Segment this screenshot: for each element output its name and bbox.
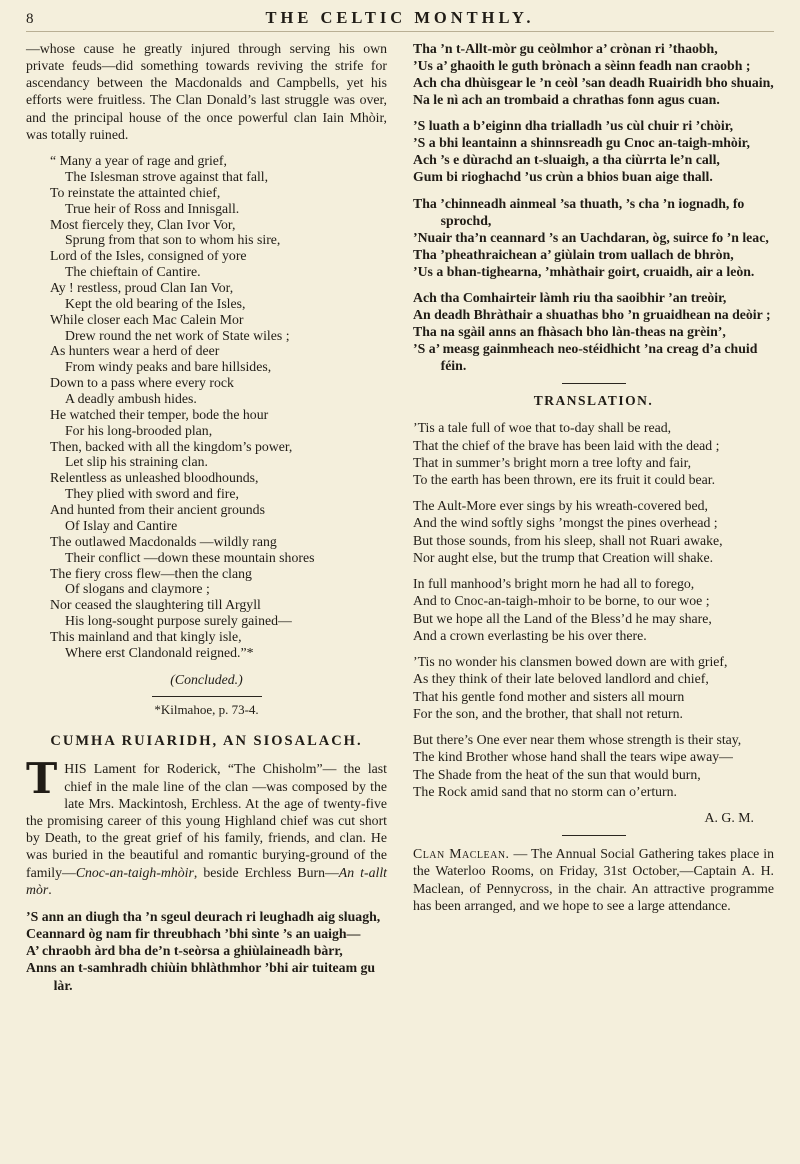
verse-line: Tha ’pheathraichean a’ giùlain trom uallach de bhròn, [413,246,734,262]
footnote: *Kilmahoe, p. 73-4. [154,701,259,717]
translation-line: But we hope all the Land of the Bless’d he may share, [413,610,712,626]
verse-line: Anns an t-samhradh chiùin bhlàthmhor ’bhi air tuiteam gu làr. [26,960,376,993]
verse-line: ’S ann an diugh tha ’n sgeul deurach ri leughadh aig sluagh, [26,909,381,925]
poem-line: “ Many a year of rage and grief, [50,153,227,169]
header-rule [26,31,774,32]
page-header [26,8,774,29]
verse-line: An deadh Bhràthair a shuathas bho ’n gruaidhean na deòir ; [413,307,771,323]
poem-line: Nor ceased the slaughtering till Argyll [50,597,261,613]
macdonald-poem [50,153,387,661]
poem-line: Kept the old bearing of the Isles, [65,295,246,311]
translation-line: But there’s One ever near them whose strength is their stay, [413,732,742,748]
concluded-note: (Concluded.) [170,671,243,687]
translation-line: The Shade from the heat of the sun that would burn, [413,766,701,782]
poem-line: The chieftain of Cantire. [65,264,201,280]
poem-line: Sprung from that son to whom his sire, [65,232,281,248]
poem-line: To reinstate the attainted chief, [50,184,221,200]
two-column-layout [26,40,774,1003]
page-title: THE CELTIC MONTHLY. [265,8,535,27]
verse-line: ’S a’ measg gainmheach neo-stéidhicht ’na creag d’a chuid féin. [413,341,758,374]
gaelic-stanza-3 [413,195,774,280]
lament-text [26,754,387,897]
verse-line: Tha na sgàil anns an fhàsach bho làn-theas na grèin’, [413,324,726,340]
poem-line: Of Islay and Cantire [65,517,178,533]
poem-line: Ay ! restless, proud Clan Ian Vor, [50,280,234,296]
translation-line: And to Cnoc-an-taigh-mhoir to be borne, to our woe ; [413,593,710,609]
translation-stanza-3 [413,575,774,644]
verse-line: ’Nuair tha’n ceannard ’s an Uachdaran, òg, suirce fo ’n leac, [413,229,769,245]
translation-stanza-4 [413,653,774,722]
dropcap-initial: T [26,754,58,804]
text-segment: HIS Lament for Roderick, “The Chisholm”— the last chief in the male line of the clan —was composed by the late Mrs. Mackintosh, Erchless. At the age of twenty-five the promising career of this young Highland chief was cut short by Death, to the great grief of his family, friends, and clan. He was buried in the beautiful and romantic burying-ground of the family— [26,761,387,880]
translation-line: ’Tis no wonder his clansmen bowed down are with grief, [413,654,728,670]
poem-line: Let slip his straining clan. [65,454,208,470]
poem-line: Where erst Clandonald reigned.”* [65,644,254,660]
gaelic-stanza-4 [413,289,774,374]
poem-line: They plied with sword and fire, [65,486,239,502]
poem-line: This mainland and that kingly isle, [50,628,242,644]
text-segment: Clan Maclean. [413,846,510,862]
translation-stanza-2 [413,497,774,566]
verse-line: ’S luath a b’eiginn dha trialladh ’us cùl chuir ri ’chòir, [413,118,734,134]
poem-line: While closer each Mac Calein Mor [50,311,244,327]
intro-paragraph: —whose cause he greatly injured through serving his own private feuds—did something towards reviving the strife for ascendancy between the Macdonalds and Campbells, yet his efforts were fruitless. The Clan Donald’s last struggle was over, and the principal house of the once powerful clan Iain Mhòir, was totally ruined. [26,40,387,142]
translation-line: To the earth has been thrown, ere its fruit it could bear. [413,472,716,488]
text-segment: . [48,881,52,897]
poem-line: He watched their temper, bode the hour [50,406,269,422]
poem-line: A deadly ambush hides. [65,391,197,407]
poem-line: Then, backed with all the kingdom’s power, [50,438,293,454]
lament-paragraph [26,754,387,898]
verse-line: Tha ’n t-Allt-mòr gu ceòlmhor a’ crònan ri ’thaobh, [413,40,718,56]
gaelic-stanza-2 [413,117,774,185]
verse-line: A’ chraobh àrd bha de’n t-seòrsa a ghiùlaineadh bàrr, [26,943,343,959]
translation-stanza-1 [413,419,774,488]
verse-line: Ach ’s e dùrachd an t-sluaigh, a tha ciùrrta le’n call, [413,152,720,168]
text-segment: An t-allt mòr [26,864,387,897]
text-segment: Cnoc-an-taigh-mhòir [75,864,194,880]
translation-line: For the son, and the brother, that shall not return. [413,705,683,721]
verse-line: Tha ’chinneadh ainmeal ’sa thuath, ’s cha ’n iognadh, fo sprochd, [413,195,745,228]
gaelic-verse-left [26,908,387,993]
notice-divider [562,835,626,836]
poem-line: Of slogans and claymore ; [65,581,210,597]
translation-line: The kind Brother whose hand shall the tears wipe away— [413,749,733,765]
poem-line: Down to a pass where every rock [50,375,234,391]
clan-maclean-notice [413,845,774,914]
translation-line: As they think of their late beloved landlord and chief, [413,671,709,687]
verse-line: Ceannard òg nam fir threubhach ’bhi sìnte ’s an uaigh— [26,926,361,942]
translation-heading: TRANSLATION. [533,393,654,409]
poem-line: And hunted from their ancient grounds [50,502,265,518]
poem-line: Their conflict —down these mountain shores [65,549,315,565]
verse-line: ’Us a bhan-tighearna, ’mhàthair goirt, cruaidh, air a leòn. [413,263,755,279]
verse-line: Gum bi rioghachd ’us crùn a bhios buan aige thall. [413,169,713,185]
poem-line: The outlawed Macdonalds —wildly rang [50,533,277,549]
poem-line: The fiery cross flew—then the clang [50,565,252,581]
verse-line: Na le nì ach an trombaid a chrathas fonn agus cuan. [413,92,720,108]
poem-line: Drew round the net work of State wiles ; [65,327,290,343]
section-divider [562,383,626,384]
translation-line: And the wind softly sighs ’mongst the pines overhead ; [413,515,718,531]
poem-line: His long-sought purpose surely gained— [65,613,292,629]
translation-line: In full manhood’s bright morn he had all to forego, [413,576,695,592]
translation-line: ’Tis a tale full of woe that to-day shall be read, [413,420,672,436]
translation-line: That the chief of the brave has been laid with the dead ; [413,437,720,453]
poem-line: The Islesman strove against that fall, [65,169,269,185]
poem-line: Lord of the Isles, consigned of yore [50,248,247,264]
section-heading-cumha-ruiaridh: CUMHA RUIARIDH, AN SIOSALACH. [50,733,363,750]
poem-line: From windy peaks and bare hillsides, [65,359,272,375]
translation-line: That his gentle fond mother and sisters all mourn [413,688,685,704]
page-number: 8 [26,11,34,27]
verse-line: ’Us a’ ghaoith le guth brònach a sèinn feadh nan craobh ; [413,57,751,73]
translation-line: Nor aught else, but the trump that Creation will shake. [413,549,714,565]
poem-line: Relentless as unleashed bloodhounds, [50,470,259,486]
author-initials: A. G. M. [704,810,754,825]
verse-line: Ach cha dhùisgear le ’n ceòl ’san deadh Ruairidh bho shuain, [413,74,774,90]
poem-line: True heir of Ross and Innisgall. [65,200,240,216]
left-column [26,40,387,1003]
translation-line: The Ault-More ever sings by his wreath-covered bed, [413,498,709,514]
gaelic-stanza-1 [413,40,774,108]
translation-line: And a crown everlasting be his over there. [413,627,647,643]
verse-line: Ach tha Comhairteir làmh riu tha saoibhir ’an treòir, [413,289,727,305]
translation-line: That in summer’s bright morn a tree lofty and fair, [413,454,692,470]
text-segment: , beside Erchless Burn— [193,864,339,880]
text-segment: — The Annual Social Gathering takes place in the Waterloo Rooms, on Friday, 31st October,—Captain A. H. Maclean, of Pennycross, in the chair. An attractive programme has been arranged, and we hope to see a large attendance. [413,846,774,913]
translation-line: But those sounds, from his sleep, shall not Ruari awake, [413,532,723,548]
footnote-rule [152,696,262,697]
poem-line: As hunters wear a herd of deer [50,343,220,359]
poem-line: For his long-brooded plan, [65,422,213,438]
verse-line: ’S a bhi leantainn a shinnsreadh gu Cnoc an-taigh-mhòir, [413,135,750,151]
right-column [413,40,774,1003]
poem-line: Most fiercely they, Clan Ivor Vor, [50,216,236,232]
translation-stanza-5 [413,731,774,800]
translation-line: The Rock amid sand that no storm can o’erturn. [413,783,677,799]
